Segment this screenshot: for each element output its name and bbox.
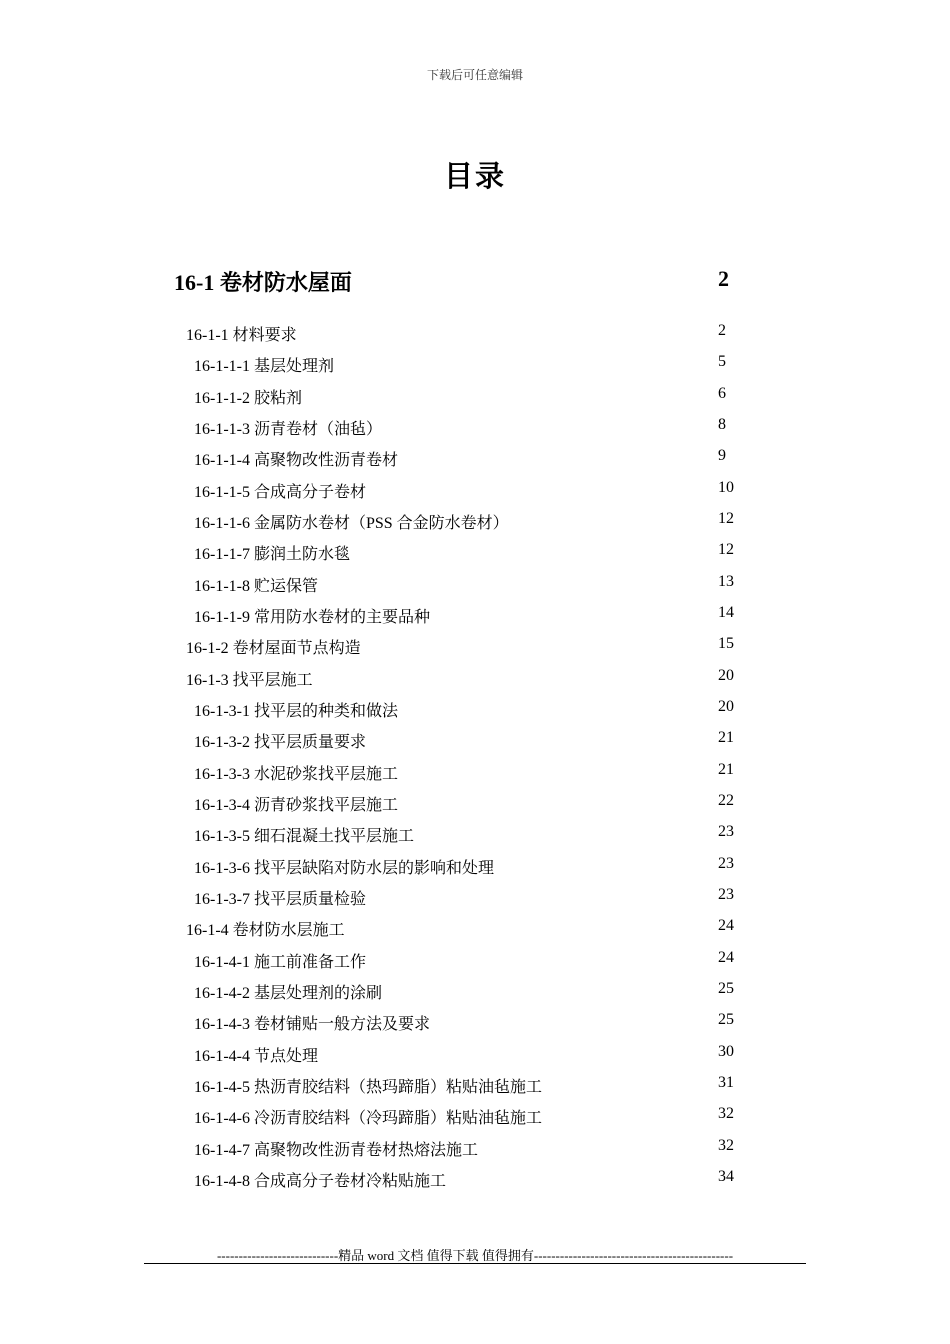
toc-entry-label: 16-1-1-9 常用防水卷材的主要品种 <box>194 609 430 626</box>
toc-entry[interactable] <box>0 385 950 415</box>
header-note: 下载后可任意编辑 <box>426 68 523 82</box>
toc-entry[interactable] <box>0 266 950 296</box>
toc-entry-label: 16-1 卷材防水屋面 <box>174 270 352 295</box>
toc-entry-label: 16-1-4-7 高聚物改性沥青卷材热熔法施工 <box>194 1142 478 1159</box>
toc-entry-page-number: 21 <box>718 761 734 778</box>
toc-entry-label: 16-1-4-1 施工前准备工作 <box>194 954 366 971</box>
toc-entry-label: 16-1-4 卷材防水层施工 <box>186 922 345 939</box>
toc-entry-label: 16-1-3 找平层施工 <box>186 672 313 689</box>
toc-entry-label: 16-1-2 卷材屋面节点构造 <box>186 640 361 657</box>
toc-entry-label: 16-1-3-3 水泥砂浆找平层施工 <box>194 766 398 783</box>
toc-entry[interactable] <box>0 479 950 509</box>
toc-entry-page-number: 9 <box>718 447 726 464</box>
footer-divider <box>144 1263 806 1264</box>
toc-entry[interactable] <box>0 510 950 540</box>
toc-entry-label: 16-1-3-5 细石混凝土找平层施工 <box>194 828 414 845</box>
toc-entry-label: 16-1-4-4 节点处理 <box>194 1048 318 1065</box>
toc-entry-label: 16-1-4-8 合成高分子卷材冷粘贴施工 <box>194 1173 446 1190</box>
toc-entry-label: 16-1-4-6 冷沥青胶结料（冷玛蹄脂）粘贴油毡施工 <box>194 1110 542 1127</box>
toc-entry-label: 16-1-4-3 卷材铺贴一般方法及要求 <box>194 1016 430 1033</box>
toc-entry[interactable] <box>0 792 950 822</box>
toc-entry-page-number: 13 <box>718 573 734 590</box>
toc-entry-page-number: 20 <box>718 667 734 684</box>
toc-entry[interactable] <box>0 353 950 383</box>
toc-entry[interactable] <box>0 729 950 759</box>
toc-entry-page-number: 25 <box>718 1011 734 1028</box>
page-title: 目录 <box>443 161 506 193</box>
toc-entry-label: 16-1-1-7 膨润土防水毯 <box>194 546 350 563</box>
toc-entry[interactable] <box>0 667 950 697</box>
toc-entry-page-number: 25 <box>718 980 734 997</box>
toc-entry[interactable] <box>0 604 950 634</box>
toc-entry[interactable] <box>0 855 950 885</box>
toc-entry[interactable] <box>0 322 950 352</box>
toc-entry-label: 16-1-4-5 热沥青胶结料（热玛蹄脂）粘贴油毡施工 <box>194 1079 542 1096</box>
toc-entry[interactable] <box>0 823 950 853</box>
toc-entry-page-number: 32 <box>718 1137 734 1154</box>
toc-entry-page-number: 10 <box>718 479 734 496</box>
toc-entry-page-number: 21 <box>718 729 734 746</box>
toc-entry-page-number: 15 <box>718 635 734 652</box>
toc-entry[interactable] <box>0 416 950 446</box>
toc-entry[interactable] <box>0 917 950 947</box>
toc-entry-page-number: 2 <box>718 322 726 339</box>
toc-entry-page-number: 12 <box>718 541 734 558</box>
toc-entry-page-number: 12 <box>718 510 734 527</box>
toc-entry[interactable] <box>0 886 950 916</box>
toc-entry-page-number: 2 <box>718 266 729 291</box>
toc-entry[interactable] <box>0 1074 950 1104</box>
toc-entry-page-number: 24 <box>718 917 734 934</box>
toc-entry[interactable] <box>0 447 950 477</box>
toc-entry-label: 16-1-3-4 沥青砂浆找平层施工 <box>194 797 398 814</box>
toc-entry-page-number: 32 <box>718 1105 734 1122</box>
toc-entry-page-number: 5 <box>718 353 726 370</box>
toc-entry-label: 16-1-1-6 金属防水卷材（PSS 合金防水卷材） <box>194 515 509 532</box>
toc-entry-page-number: 20 <box>718 698 734 715</box>
toc-entry-page-number: 22 <box>718 792 734 809</box>
toc-entry-page-number: 24 <box>718 949 734 966</box>
toc-entry-page-number: 23 <box>718 855 734 872</box>
toc-entry-label: 16-1-1-3 沥青卷材（油毡） <box>194 421 382 438</box>
toc-entry-label: 16-1-3-2 找平层质量要求 <box>194 734 366 751</box>
toc-entry-page-number: 23 <box>718 823 734 840</box>
footer-text: ----------------------------精品 word 文档 值得下载 值得拥有---------------------------------------------- <box>216 1248 734 1263</box>
toc-entry[interactable] <box>0 573 950 603</box>
toc-entry-label: 16-1-1-1 基层处理剂 <box>194 358 334 375</box>
toc-entry-label: 16-1-1-8 贮运保管 <box>194 578 318 595</box>
toc-entry[interactable] <box>0 761 950 791</box>
toc-entry[interactable] <box>0 1043 950 1073</box>
toc-entry-label: 16-1-3-1 找平层的种类和做法 <box>194 703 398 720</box>
toc-entry-page-number: 8 <box>718 416 726 433</box>
toc-entry-label: 16-1-3-7 找平层质量检验 <box>194 891 366 908</box>
toc-entry[interactable] <box>0 635 950 665</box>
toc-entry-label: 16-1-1 材料要求 <box>186 327 297 344</box>
toc-entry-page-number: 23 <box>718 886 734 903</box>
toc-entry[interactable] <box>0 1011 950 1041</box>
toc-entry-page-number: 31 <box>718 1074 734 1091</box>
toc-entry-label: 16-1-1-2 胶粘剂 <box>194 390 302 407</box>
toc-entry-page-number: 6 <box>718 385 726 402</box>
toc-entry-page-number: 30 <box>718 1043 734 1060</box>
toc-entry-page-number: 14 <box>718 604 734 621</box>
toc-entry[interactable] <box>0 1105 950 1135</box>
toc-entry[interactable] <box>0 541 950 571</box>
toc-entry-page-number: 34 <box>718 1168 734 1185</box>
toc-entry-label: 16-1-4-2 基层处理剂的涂刷 <box>194 985 382 1002</box>
toc-entry[interactable] <box>0 1137 950 1167</box>
toc-entry[interactable] <box>0 1168 950 1198</box>
toc-entry[interactable] <box>0 980 950 1010</box>
toc-entry-label: 16-1-1-5 合成高分子卷材 <box>194 484 366 501</box>
toc-entry[interactable] <box>0 949 950 979</box>
toc-entry-label: 16-1-3-6 找平层缺陷对防水层的影响和处理 <box>194 860 494 877</box>
toc-entry-label: 16-1-1-4 高聚物改性沥青卷材 <box>194 452 398 469</box>
toc-entry[interactable] <box>0 698 950 728</box>
